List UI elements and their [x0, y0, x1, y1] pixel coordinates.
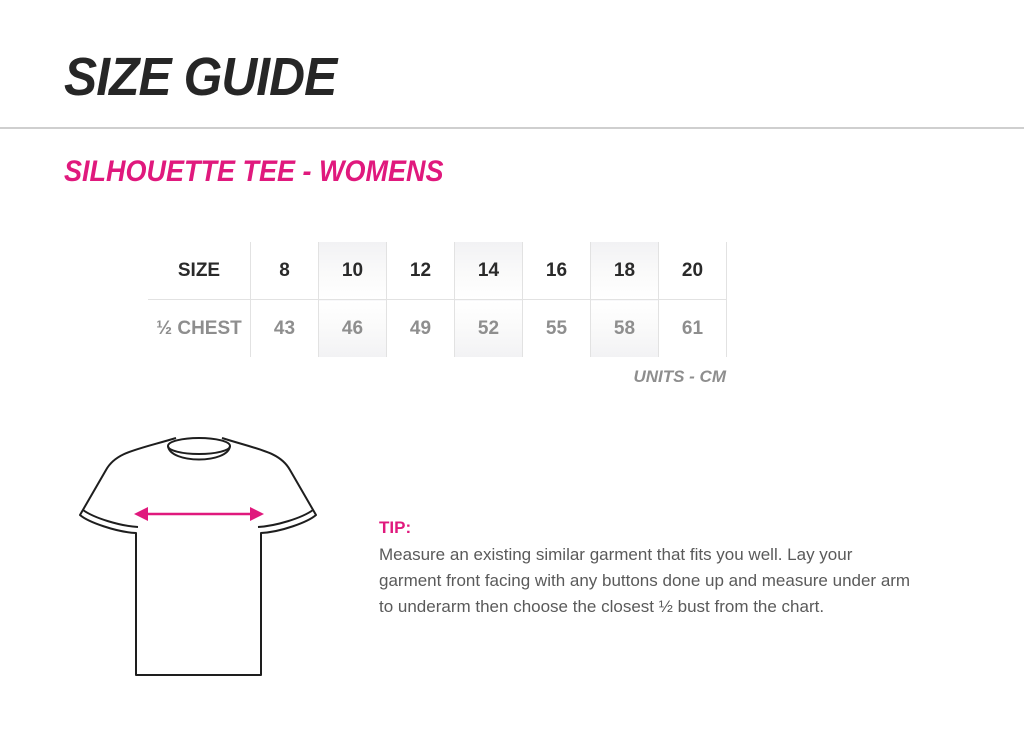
chest-cell: 49 — [387, 300, 455, 358]
size-cell: 16 — [523, 242, 591, 300]
double-arrow-icon — [134, 507, 264, 521]
size-cell: 8 — [251, 242, 319, 300]
tip-text — [379, 542, 969, 620]
chest-cell: 43 — [251, 300, 319, 358]
tip-line: Measure an existing similar garment that fits you well. Lay your — [379, 545, 853, 564]
chest-cell: 46 — [319, 300, 387, 358]
size-cell: 14 — [455, 242, 523, 300]
chest-cell: 61 — [659, 300, 727, 358]
size-cell: 10 — [319, 242, 387, 300]
chest-cell: 58 — [591, 300, 659, 358]
chest-cell: 55 — [523, 300, 591, 358]
units-label: UNITS - CM — [633, 367, 726, 386]
tip-line: to underarm then choose the closest ½ bust from the chart. — [379, 597, 825, 616]
size-row — [148, 242, 727, 300]
size-cell: 18 — [591, 242, 659, 300]
chest-cell: 52 — [455, 300, 523, 358]
tip-line: garment front facing with any buttons done up and measure under arm — [379, 571, 911, 590]
size-cell: 20 — [659, 242, 727, 300]
page-title: SIZE GUIDE — [64, 47, 337, 107]
size-label: SIZE — [148, 242, 251, 300]
tip-heading: TIP: — [379, 518, 412, 537]
title-divider — [0, 127, 1024, 129]
chest-row — [148, 300, 727, 358]
size-chart-table — [148, 242, 727, 357]
size-cell: 12 — [387, 242, 455, 300]
product-title: SILHOUETTE TEE - WOMENS — [64, 155, 444, 188]
chest-label: ½ CHEST — [148, 300, 251, 358]
tshirt-icon — [76, 430, 326, 680]
